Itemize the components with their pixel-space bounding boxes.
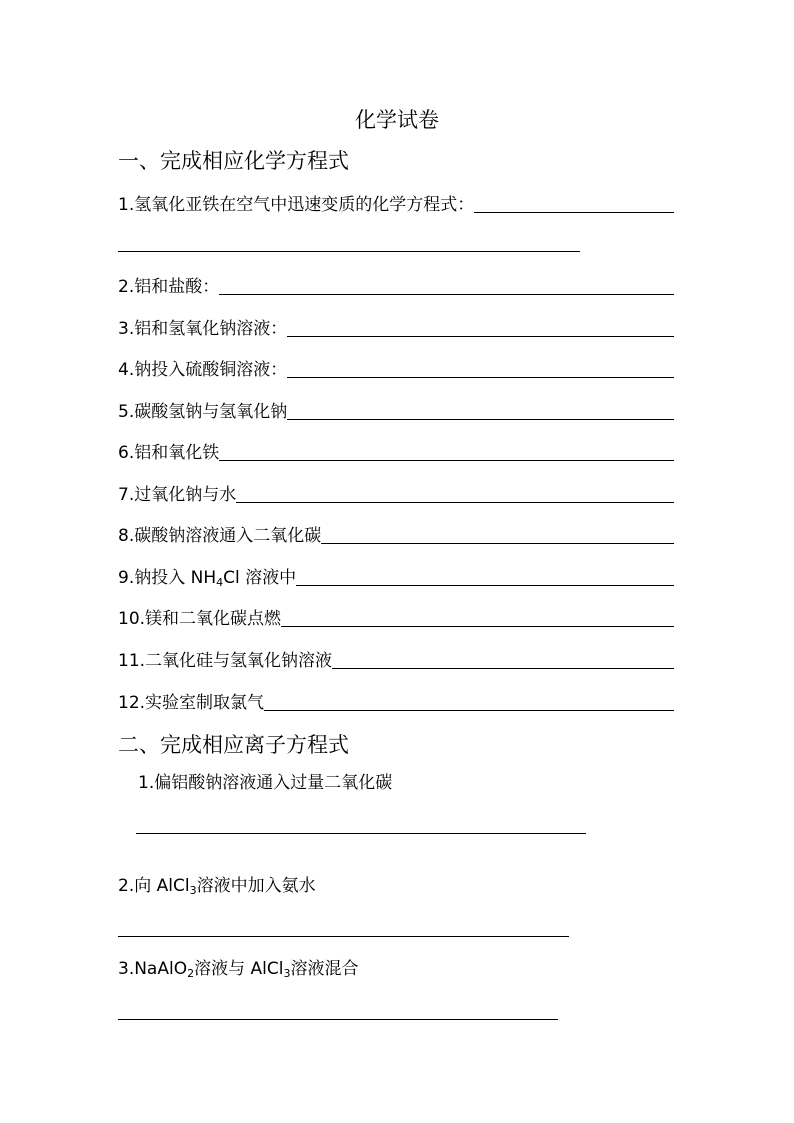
answer-blank[interactable] [287,336,674,337]
question-6 [118,434,674,464]
question-9 [118,559,674,589]
question-5 [118,393,674,423]
answer-blank[interactable] [118,936,569,937]
question-1 [118,186,674,216]
question-8 [118,517,674,547]
section-heading-2: 二、完成相应离子方程式 [118,733,349,757]
answer-blank[interactable] [287,419,674,420]
question-11 [118,642,674,672]
question-label-part: 3.NaAlO [118,959,188,979]
question-12 [118,684,674,714]
question-label-part: 溶液混合 [290,959,359,979]
answer-blank[interactable] [118,251,580,252]
answer-blank[interactable] [296,585,674,586]
question-4 [118,351,674,381]
question-label: 2.铝和盐酸： [118,277,220,297]
ionic-question-1: 1.偏铝酸钠溶液通入过量二氧化碳 [138,773,393,793]
answer-blank[interactable] [321,543,674,544]
answer-blank[interactable] [287,377,674,378]
question-label: 1.氢氧化亚铁在空气中迅速变质的化学方程式： [118,195,475,215]
question-label: 3.铝和氢氧化钠溶液： [118,319,288,339]
answer-blank[interactable] [136,833,586,834]
subscript: 2 [187,967,195,980]
answer-blank[interactable] [281,626,674,627]
question-label: 11.二氧化硅与氢氧化钠溶液 [118,651,333,671]
answer-blank[interactable] [219,294,674,295]
answer-blank[interactable] [118,1019,558,1020]
subscript: 3 [283,967,291,980]
answer-blank[interactable] [474,212,674,213]
question-label-part: 溶液与 AlCl [194,959,284,979]
question-label: 10.镁和二氧化碳点燃 [118,609,282,629]
question-label: 8.碳酸钠溶液通入二氧化碳 [118,526,322,546]
ionic-question-3 [118,958,358,980]
question-label-part: 溶液中加入氨水 [196,876,316,896]
section-heading-1: 一、完成相应化学方程式 [118,149,349,173]
answer-blank[interactable] [264,710,674,711]
question-label-part: Cl 溶液中 [223,568,297,588]
question-label-part: 9.钠投入 NH [118,568,217,588]
question-7 [118,476,674,506]
question-3 [118,310,674,340]
question-2 [118,268,674,298]
question-label: 5.碳酸氢钠与氢氧化钠 [118,402,288,422]
ionic-question-2 [118,875,316,897]
answer-blank[interactable] [219,460,674,461]
answer-blank[interactable] [332,668,674,669]
question-10 [118,600,674,630]
question-label-part: 2.向 AlCl [118,876,190,896]
subscript: 4 [216,576,224,589]
question-label: 7.过氧化钠与水 [118,485,237,505]
question-label: 6.铝和氧化铁 [118,443,220,463]
question-label [118,567,296,589]
question-label: 4.钠投入硫酸铜溶液： [118,360,288,380]
page-title: 化学试卷 [355,108,439,132]
question-label: 12.实验室制取氯气 [118,693,265,713]
subscript: 3 [189,884,197,897]
answer-blank[interactable] [236,502,674,503]
